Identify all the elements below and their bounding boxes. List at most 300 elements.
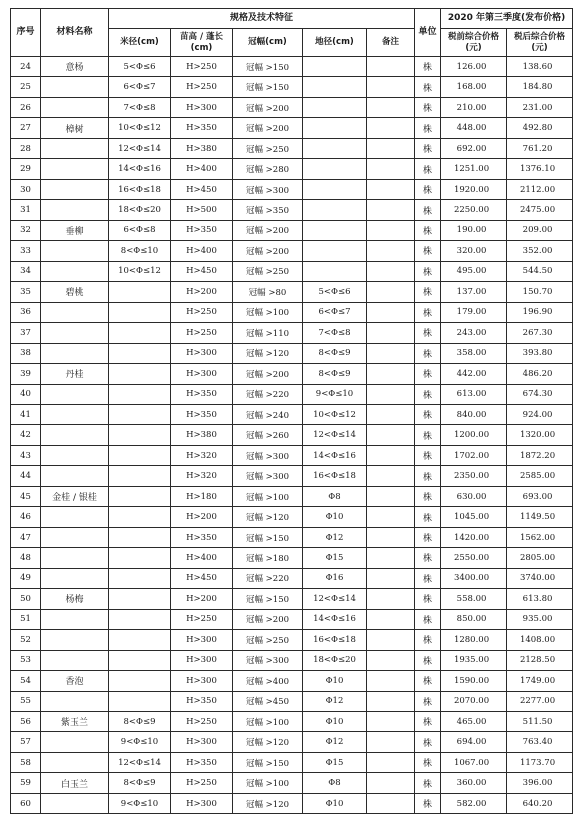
cell-material-name — [41, 343, 109, 363]
cell-pre-tax-price: 840.00 — [441, 404, 507, 424]
cell-ground-diameter: Φ10 — [303, 712, 367, 732]
cell-crown: 冠幅 >150 — [233, 77, 303, 97]
table-row — [11, 118, 573, 138]
table-row — [11, 179, 573, 199]
cell-remark — [367, 650, 415, 670]
cell-pre-tax-price: 179.00 — [441, 302, 507, 322]
cell-height: H>400 — [171, 241, 233, 261]
cell-post-tax-price: 267.30 — [507, 323, 573, 343]
cell-ground-diameter: 16<Φ≤18 — [303, 630, 367, 650]
cell-unit: 株 — [415, 609, 441, 629]
cell-dbh: 6<Φ≤7 — [109, 77, 171, 97]
cell-dbh — [109, 323, 171, 343]
cell-ground-diameter: 5<Φ≤6 — [303, 282, 367, 302]
cell-material-name — [41, 302, 109, 322]
cell-pre-tax-price: 1920.00 — [441, 179, 507, 199]
cell-height: H>250 — [171, 323, 233, 343]
cell-pre-tax-price: 190.00 — [441, 220, 507, 240]
cell-post-tax-price: 231.00 — [507, 97, 573, 117]
cell-pre-tax-price: 495.00 — [441, 261, 507, 281]
cell-remark — [367, 179, 415, 199]
cell-height: H>200 — [171, 282, 233, 302]
cell-crown: 冠幅 >200 — [233, 118, 303, 138]
cell-pre-tax-price: 448.00 — [441, 118, 507, 138]
cell-pre-tax-price: 358.00 — [441, 343, 507, 363]
cell-height: H>450 — [171, 179, 233, 199]
cell-post-tax-price: 209.00 — [507, 220, 573, 240]
cell-pre-tax-price: 1251.00 — [441, 159, 507, 179]
cell-dbh — [109, 486, 171, 506]
cell-remark — [367, 445, 415, 465]
cell-dbh: 16<Φ≤18 — [109, 179, 171, 199]
cell-no: 58 — [11, 752, 41, 772]
cell-material-name — [41, 261, 109, 281]
cell-no: 31 — [11, 200, 41, 220]
cell-ground-diameter: Φ15 — [303, 548, 367, 568]
cell-remark — [367, 97, 415, 117]
table-row — [11, 97, 573, 117]
cell-no: 29 — [11, 159, 41, 179]
cell-height: H>320 — [171, 466, 233, 486]
cell-remark — [367, 404, 415, 424]
cell-unit: 株 — [415, 323, 441, 343]
table-row — [11, 404, 573, 424]
cell-material-name: 垂柳 — [41, 220, 109, 240]
cell-unit: 株 — [415, 220, 441, 240]
cell-pre-tax-price: 2250.00 — [441, 200, 507, 220]
cell-pre-tax-price: 465.00 — [441, 712, 507, 732]
cell-crown: 冠幅 >200 — [233, 364, 303, 384]
cell-unit: 株 — [415, 302, 441, 322]
cell-dbh — [109, 630, 171, 650]
cell-crown: 冠幅 >100 — [233, 712, 303, 732]
cell-dbh — [109, 445, 171, 465]
cell-material-name: 香泡 — [41, 671, 109, 691]
cell-height: H>300 — [171, 343, 233, 363]
cell-no: 35 — [11, 282, 41, 302]
cell-crown: 冠幅 >150 — [233, 527, 303, 547]
table-row — [11, 159, 573, 179]
cell-post-tax-price: 1749.00 — [507, 671, 573, 691]
table-row — [11, 77, 573, 97]
cell-remark — [367, 752, 415, 772]
table-row — [11, 323, 573, 343]
cell-no: 47 — [11, 527, 41, 547]
cell-unit: 株 — [415, 364, 441, 384]
cell-dbh — [109, 425, 171, 445]
cell-material-name — [41, 466, 109, 486]
cell-ground-diameter — [303, 261, 367, 281]
cell-unit: 株 — [415, 671, 441, 691]
cell-unit: 株 — [415, 630, 441, 650]
cell-post-tax-price: 184.80 — [507, 77, 573, 97]
cell-pre-tax-price: 2070.00 — [441, 691, 507, 711]
cell-unit: 株 — [415, 732, 441, 752]
cell-ground-diameter: Φ12 — [303, 732, 367, 752]
cell-unit: 株 — [415, 138, 441, 158]
cell-material-name — [41, 527, 109, 547]
cell-unit: 株 — [415, 548, 441, 568]
cell-no: 34 — [11, 261, 41, 281]
table-row — [11, 466, 573, 486]
table-row — [11, 650, 573, 670]
cell-post-tax-price: 1562.00 — [507, 527, 573, 547]
cell-crown: 冠幅 >220 — [233, 384, 303, 404]
cell-material-name — [41, 650, 109, 670]
cell-dbh — [109, 343, 171, 363]
cell-height: H>200 — [171, 589, 233, 609]
cell-no: 49 — [11, 568, 41, 588]
cell-no: 40 — [11, 384, 41, 404]
cell-ground-diameter: 8<Φ≤9 — [303, 343, 367, 363]
table-header — [11, 9, 573, 57]
cell-crown: 冠幅 >450 — [233, 691, 303, 711]
cell-remark — [367, 527, 415, 547]
table-row — [11, 57, 573, 77]
cell-unit: 株 — [415, 261, 441, 281]
cell-dbh: 10<Φ≤12 — [109, 261, 171, 281]
cell-dbh: 9<Φ≤10 — [109, 732, 171, 752]
cell-ground-diameter — [303, 97, 367, 117]
cell-no: 33 — [11, 241, 41, 261]
cell-no: 59 — [11, 773, 41, 793]
cell-material-name — [41, 241, 109, 261]
cell-remark — [367, 302, 415, 322]
cell-post-tax-price: 924.00 — [507, 404, 573, 424]
cell-dbh — [109, 691, 171, 711]
cell-dbh — [109, 589, 171, 609]
cell-remark — [367, 507, 415, 527]
cell-material-name: 紫玉兰 — [41, 712, 109, 732]
cell-remark — [367, 773, 415, 793]
cell-dbh — [109, 548, 171, 568]
cell-remark — [367, 200, 415, 220]
cell-ground-diameter — [303, 138, 367, 158]
cell-height: H>450 — [171, 261, 233, 281]
cell-height: H>180 — [171, 486, 233, 506]
cell-crown: 冠幅 >260 — [233, 425, 303, 445]
cell-crown: 冠幅 >300 — [233, 466, 303, 486]
cell-post-tax-price: 396.00 — [507, 773, 573, 793]
header-unit: 单位 — [415, 9, 441, 57]
cell-post-tax-price: 1408.00 — [507, 630, 573, 650]
cell-material-name — [41, 507, 109, 527]
cell-dbh — [109, 568, 171, 588]
cell-pre-tax-price: 2350.00 — [441, 466, 507, 486]
cell-no: 60 — [11, 793, 41, 813]
cell-remark — [367, 323, 415, 343]
header-height: 苗高 / 蓬长(cm) — [171, 29, 233, 57]
cell-material-name: 杨梅 — [41, 589, 109, 609]
cell-crown: 冠幅 >200 — [233, 220, 303, 240]
cell-material-name — [41, 97, 109, 117]
table-row — [11, 445, 573, 465]
cell-pre-tax-price: 692.00 — [441, 138, 507, 158]
table-row — [11, 261, 573, 281]
cell-no: 26 — [11, 97, 41, 117]
cell-unit: 株 — [415, 57, 441, 77]
cell-unit: 株 — [415, 445, 441, 465]
cell-unit: 株 — [415, 241, 441, 261]
cell-height: H>300 — [171, 97, 233, 117]
table-row — [11, 568, 573, 588]
cell-material-name — [41, 179, 109, 199]
cell-remark — [367, 486, 415, 506]
table-row — [11, 589, 573, 609]
cell-unit: 株 — [415, 712, 441, 732]
cell-post-tax-price: 935.00 — [507, 609, 573, 629]
cell-post-tax-price: 613.80 — [507, 589, 573, 609]
cell-no: 25 — [11, 77, 41, 97]
cell-post-tax-price: 150.70 — [507, 282, 573, 302]
cell-no: 28 — [11, 138, 41, 158]
cell-crown: 冠幅 >150 — [233, 752, 303, 772]
cell-pre-tax-price: 168.00 — [441, 77, 507, 97]
header-pre-tax: 税前综合价格(元) — [441, 29, 507, 57]
cell-pre-tax-price: 694.00 — [441, 732, 507, 752]
cell-ground-diameter: 10<Φ≤12 — [303, 404, 367, 424]
cell-remark — [367, 548, 415, 568]
cell-post-tax-price: 544.50 — [507, 261, 573, 281]
cell-pre-tax-price: 613.00 — [441, 384, 507, 404]
cell-dbh: 8<Φ≤9 — [109, 712, 171, 732]
cell-dbh: 5<Φ≤6 — [109, 57, 171, 77]
cell-post-tax-price: 1173.70 — [507, 752, 573, 772]
cell-height: H>320 — [171, 445, 233, 465]
cell-pre-tax-price: 126.00 — [441, 57, 507, 77]
cell-no: 50 — [11, 589, 41, 609]
cell-dbh: 7<Φ≤8 — [109, 97, 171, 117]
cell-no: 27 — [11, 118, 41, 138]
cell-no: 51 — [11, 609, 41, 629]
cell-unit: 株 — [415, 404, 441, 424]
cell-crown: 冠幅 >300 — [233, 650, 303, 670]
cell-ground-diameter — [303, 241, 367, 261]
cell-pre-tax-price: 1590.00 — [441, 671, 507, 691]
cell-pre-tax-price: 3400.00 — [441, 568, 507, 588]
cell-pre-tax-price: 1420.00 — [441, 527, 507, 547]
table-row — [11, 712, 573, 732]
cell-pre-tax-price: 1935.00 — [441, 650, 507, 670]
cell-crown: 冠幅 >150 — [233, 57, 303, 77]
cell-post-tax-price: 2128.50 — [507, 650, 573, 670]
cell-dbh — [109, 282, 171, 302]
cell-height: H>380 — [171, 138, 233, 158]
header-post-tax: 税后综合价格(元) — [507, 29, 573, 57]
cell-dbh: 12<Φ≤14 — [109, 752, 171, 772]
cell-post-tax-price: 2277.00 — [507, 691, 573, 711]
cell-post-tax-price: 1376.10 — [507, 159, 573, 179]
cell-no: 55 — [11, 691, 41, 711]
cell-post-tax-price: 2585.00 — [507, 466, 573, 486]
cell-dbh — [109, 384, 171, 404]
table-row — [11, 691, 573, 711]
cell-ground-diameter — [303, 77, 367, 97]
cell-no: 32 — [11, 220, 41, 240]
cell-material-name — [41, 732, 109, 752]
cell-remark — [367, 138, 415, 158]
cell-remark — [367, 159, 415, 179]
cell-crown: 冠幅 >250 — [233, 261, 303, 281]
cell-post-tax-price: 486.20 — [507, 364, 573, 384]
cell-height: H>300 — [171, 364, 233, 384]
cell-unit: 株 — [415, 159, 441, 179]
cell-post-tax-price: 2805.00 — [507, 548, 573, 568]
cell-remark — [367, 220, 415, 240]
cell-crown: 冠幅 >220 — [233, 568, 303, 588]
table-row — [11, 302, 573, 322]
cell-no: 52 — [11, 630, 41, 650]
cell-material-name — [41, 138, 109, 158]
cell-crown: 冠幅 >240 — [233, 404, 303, 424]
table-row — [11, 486, 573, 506]
table-row — [11, 282, 573, 302]
table-row — [11, 200, 573, 220]
cell-height: H>250 — [171, 712, 233, 732]
table-row — [11, 220, 573, 240]
table-row — [11, 793, 573, 813]
cell-unit: 株 — [415, 200, 441, 220]
cell-unit: 株 — [415, 466, 441, 486]
cell-post-tax-price: 1872.20 — [507, 445, 573, 465]
cell-height: H>350 — [171, 691, 233, 711]
cell-pre-tax-price: 582.00 — [441, 793, 507, 813]
table-row — [11, 630, 573, 650]
cell-ground-diameter — [303, 220, 367, 240]
cell-unit: 株 — [415, 77, 441, 97]
cell-material-name — [41, 425, 109, 445]
cell-pre-tax-price: 850.00 — [441, 609, 507, 629]
cell-post-tax-price: 492.80 — [507, 118, 573, 138]
cell-crown: 冠幅 >80 — [233, 282, 303, 302]
cell-height: H>250 — [171, 57, 233, 77]
cell-ground-diameter: Φ12 — [303, 527, 367, 547]
cell-crown: 冠幅 >120 — [233, 793, 303, 813]
cell-ground-diameter: Φ10 — [303, 793, 367, 813]
cell-ground-diameter: 7<Φ≤8 — [303, 323, 367, 343]
cell-material-name — [41, 609, 109, 629]
cell-height: H>380 — [171, 425, 233, 445]
cell-height: H>300 — [171, 732, 233, 752]
cell-dbh — [109, 364, 171, 384]
cell-material-name — [41, 404, 109, 424]
cell-no: 48 — [11, 548, 41, 568]
cell-dbh: 14<Φ≤16 — [109, 159, 171, 179]
table-row — [11, 425, 573, 445]
cell-dbh — [109, 302, 171, 322]
header-spec-group: 规格及技术特征 — [109, 9, 415, 29]
cell-height: H>250 — [171, 302, 233, 322]
cell-unit: 株 — [415, 343, 441, 363]
cell-post-tax-price: 674.30 — [507, 384, 573, 404]
cell-height: H>300 — [171, 650, 233, 670]
cell-dbh — [109, 527, 171, 547]
cell-ground-diameter: Φ10 — [303, 671, 367, 691]
cell-height: H>450 — [171, 568, 233, 588]
cell-crown: 冠幅 >180 — [233, 548, 303, 568]
cell-post-tax-price: 763.40 — [507, 732, 573, 752]
cell-remark — [367, 241, 415, 261]
cell-ground-diameter: 16<Φ≤18 — [303, 466, 367, 486]
cell-unit: 株 — [415, 425, 441, 445]
cell-remark — [367, 384, 415, 404]
cell-dbh: 8<Φ≤10 — [109, 241, 171, 261]
cell-ground-diameter: Φ10 — [303, 507, 367, 527]
cell-dbh — [109, 507, 171, 527]
cell-post-tax-price: 511.50 — [507, 712, 573, 732]
cell-unit: 株 — [415, 527, 441, 547]
cell-unit: 株 — [415, 384, 441, 404]
cell-pre-tax-price: 442.00 — [441, 364, 507, 384]
cell-post-tax-price: 640.20 — [507, 793, 573, 813]
cell-height: H>350 — [171, 220, 233, 240]
cell-material-name — [41, 630, 109, 650]
cell-remark — [367, 691, 415, 711]
cell-unit: 株 — [415, 97, 441, 117]
cell-post-tax-price: 761.20 — [507, 138, 573, 158]
cell-height: H>500 — [171, 200, 233, 220]
cell-material-name — [41, 445, 109, 465]
cell-remark — [367, 630, 415, 650]
cell-pre-tax-price: 210.00 — [441, 97, 507, 117]
cell-no: 38 — [11, 343, 41, 363]
table-body — [11, 57, 573, 814]
cell-post-tax-price: 2475.00 — [507, 200, 573, 220]
cell-pre-tax-price: 1280.00 — [441, 630, 507, 650]
cell-remark — [367, 77, 415, 97]
cell-dbh — [109, 609, 171, 629]
table-row — [11, 364, 573, 384]
header-price-group: 2020 年第三季度(发布价格) — [441, 9, 573, 29]
cell-ground-diameter — [303, 179, 367, 199]
table-row — [11, 752, 573, 772]
cell-material-name — [41, 200, 109, 220]
cell-remark — [367, 57, 415, 77]
cell-crown: 冠幅 >150 — [233, 589, 303, 609]
cell-remark — [367, 793, 415, 813]
cell-material-name — [41, 752, 109, 772]
header-dbh: 米径(cm) — [109, 29, 171, 57]
cell-pre-tax-price: 137.00 — [441, 282, 507, 302]
cell-remark — [367, 425, 415, 445]
cell-no: 56 — [11, 712, 41, 732]
cell-pre-tax-price: 1067.00 — [441, 752, 507, 772]
cell-dbh: 6<Φ≤8 — [109, 220, 171, 240]
cell-ground-diameter: Φ12 — [303, 691, 367, 711]
cell-unit: 株 — [415, 486, 441, 506]
cell-crown: 冠幅 >280 — [233, 159, 303, 179]
table-row — [11, 548, 573, 568]
cell-no: 24 — [11, 57, 41, 77]
cell-no: 57 — [11, 732, 41, 752]
cell-height: H>350 — [171, 527, 233, 547]
cell-unit: 株 — [415, 773, 441, 793]
cell-crown: 冠幅 >120 — [233, 343, 303, 363]
cell-crown: 冠幅 >200 — [233, 241, 303, 261]
cell-ground-diameter: 14<Φ≤16 — [303, 609, 367, 629]
cell-material-name: 樟树 — [41, 118, 109, 138]
cell-ground-diameter: 12<Φ≤14 — [303, 425, 367, 445]
cell-crown: 冠幅 >350 — [233, 200, 303, 220]
cell-post-tax-price: 3740.00 — [507, 568, 573, 588]
table-row — [11, 527, 573, 547]
cell-crown: 冠幅 >100 — [233, 486, 303, 506]
cell-post-tax-price: 352.00 — [507, 241, 573, 261]
cell-material-name — [41, 384, 109, 404]
cell-no: 36 — [11, 302, 41, 322]
table-row — [11, 138, 573, 158]
cell-no: 44 — [11, 466, 41, 486]
